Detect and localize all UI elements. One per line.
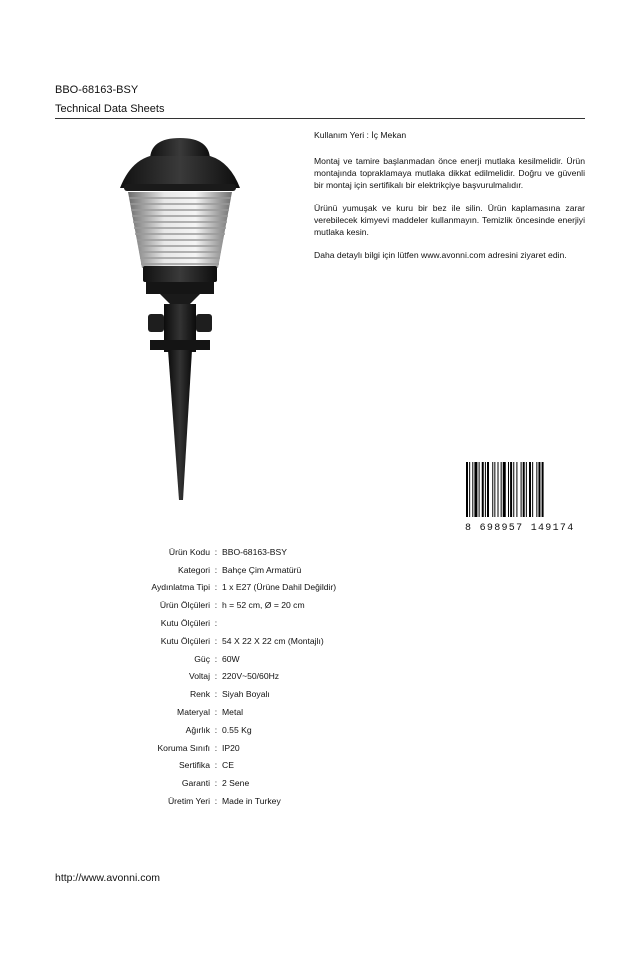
barcode-bar (516, 462, 517, 517)
barcode-bar (485, 462, 486, 517)
spec-separator: : (214, 564, 218, 575)
spec-separator: : (214, 618, 218, 629)
barcode-bar (526, 462, 527, 517)
barcode-bar (503, 462, 506, 517)
spec-value: 54 X 22 X 22 cm (Montajlı) (222, 635, 324, 646)
barcode-bar (487, 462, 489, 517)
spec-row (60, 774, 460, 792)
spec-separator: : (214, 742, 218, 753)
spec-separator: : (214, 796, 218, 807)
barcode-bar (536, 462, 537, 517)
spec-key: Güç (194, 653, 210, 664)
spec-value: BBO-68163-BSY (222, 546, 287, 557)
barcode-bar (472, 462, 473, 517)
spec-row (60, 596, 460, 614)
spec-key: Koruma Sınıfı (157, 742, 210, 753)
info-panel (314, 129, 585, 272)
spec-row (60, 668, 460, 686)
barcode-bar (523, 462, 525, 517)
spec-separator: : (214, 546, 218, 557)
spec-separator: : (214, 671, 218, 682)
spec-key: Ağırlık (185, 724, 210, 735)
product-code-heading: BBO-68163-BSY (55, 84, 139, 96)
spec-value: Metal (222, 707, 244, 718)
barcode (465, 462, 585, 534)
spec-row (60, 614, 460, 632)
spec-key: Renk (189, 689, 210, 700)
spec-row (60, 703, 460, 721)
barcode-bar (510, 462, 512, 517)
spec-value: 0.55 Kg (222, 724, 252, 735)
spec-row (60, 579, 460, 597)
spec-row (60, 685, 460, 703)
spec-value: 220V~50/60Hz (222, 671, 280, 682)
spec-value: IP20 (222, 742, 240, 753)
barcode-bars (465, 462, 585, 517)
spec-value: h = 52 cm, Ø = 20 cm (222, 600, 305, 611)
spec-key: Ürün Kodu (168, 546, 210, 557)
spec-separator: : (214, 582, 218, 593)
spec-key: Voltaj (188, 671, 210, 682)
barcode-bar (532, 462, 533, 517)
spec-separator: : (214, 635, 218, 646)
spec-row (60, 739, 460, 757)
barcode-bar (501, 462, 502, 517)
spec-value: 60W (222, 653, 240, 664)
spec-key: Ürün Ölçüleri (159, 600, 210, 611)
spec-row (60, 561, 460, 579)
spec-separator: : (214, 724, 218, 735)
spec-key: Üretim Yeri (167, 796, 210, 807)
spec-key: Materyal (177, 707, 210, 718)
spec-separator: : (214, 689, 218, 700)
spec-row (60, 792, 460, 810)
spec-key: Aydınlatma Tipi (151, 582, 210, 593)
spec-value: CE (222, 760, 234, 771)
usage-location: Kullanım Yeri : İç Mekan (314, 130, 407, 140)
cleaning-paragraph: Ürünü yumuşak ve kuru bir bez ile silin. Ürün kaplamasına zarar verebilecek kimyevi maddeler kullanmayın. Temizlik öncesinde enerjiyi mutlaka kesin. (314, 203, 585, 237)
spec-separator: : (214, 760, 218, 771)
spec-table (60, 543, 460, 810)
spec-key: Kutu Ölçüleri (160, 618, 210, 629)
spec-row (60, 650, 460, 668)
spec-separator: : (214, 707, 218, 718)
spec-value: 2 Sene (222, 778, 250, 789)
spec-row (60, 543, 460, 561)
product-image (110, 132, 250, 512)
barcode-bar (529, 462, 531, 517)
barcode-bar (469, 462, 470, 517)
spec-value: 1 x E27 (Ürüne Dahil Değildir) (222, 582, 337, 593)
barcode-bar (542, 462, 544, 517)
barcode-bar (479, 462, 480, 517)
barcode-bar (498, 462, 499, 517)
spec-separator: : (214, 778, 218, 789)
barcode-bar (538, 462, 540, 517)
barcode-bar (521, 462, 522, 517)
spec-row (60, 721, 460, 739)
barcode-bar (482, 462, 484, 517)
spec-row (60, 757, 460, 775)
barcode-bar (492, 462, 493, 517)
barcode-bar (474, 462, 477, 517)
spec-separator: : (214, 653, 218, 664)
barcode-bar (508, 462, 509, 517)
barcode-bar (494, 462, 495, 517)
spec-key: Sertifika (178, 760, 210, 771)
spec-key: Kutu Ölçüleri (160, 635, 210, 646)
spec-row (60, 632, 460, 650)
safety-paragraph: Montaj ve tamire başlanmadan önce enerji mutlaka kesilmelidir. Ürün montajında topraklamaya mutlaka dikkat edilmelidir. Doğru ve güvenli bir montaj için sertifikalı bir elektrikçiye başvurulmalıdır. (314, 156, 585, 190)
footer-website-link[interactable]: http://www.avonni.com (55, 872, 161, 884)
spec-key: Kategori (177, 564, 210, 575)
spec-value: Made in Turkey (222, 796, 281, 807)
barcode-bar (466, 462, 468, 517)
header-divider (55, 118, 585, 119)
spec-key: Garanti (181, 778, 210, 789)
spec-value: Siyah Boyalı (222, 689, 270, 700)
more-info-paragraph: Daha detaylı bilgi için lütfen www.avonni.com adresini ziyaret edin. (314, 250, 567, 260)
barcode-bar (513, 462, 514, 517)
spec-value: Bahçe Çim Armatürü (222, 564, 302, 575)
barcode-number: 8 698957 149174 (465, 523, 575, 534)
document-subtitle: Technical Data Sheets (55, 103, 165, 115)
spec-separator: : (214, 600, 218, 611)
